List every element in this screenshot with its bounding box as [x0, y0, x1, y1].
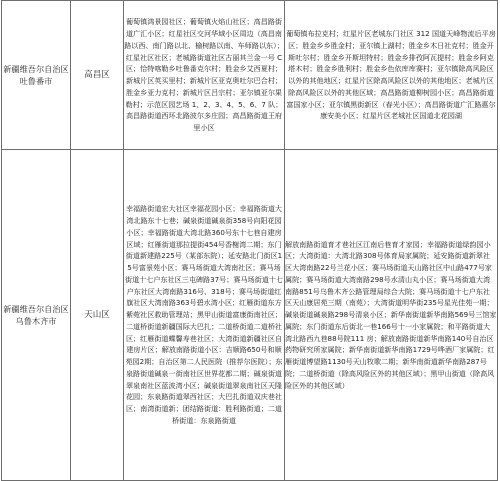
region-cell: 新疆维吾尔自治区吐鲁番市 [2, 1, 71, 150]
table-row [2, 1, 498, 150]
table-row [2, 150, 498, 481]
mid-risk-areas-cell: 葡萄镇布拉克村；红星片区老城东门社区 312 国道天峰物流后平房区；胜金乡乡胜金村；亚尔镇上湖村；胜金乡木日社克村；胜金开斯吐尔村；胜金乡开斯坦特村；胜金乡排孜阿瓦提村；胜金乡阿克塔木村；胜金乡胜利村；胜金乡色依库库赛村；亚尔镇除高风险区以外的其他地区；红星片区除高风险区以外的其他地区；老城片区除高风险区以外的其他区域；高昌路街道柳树园小区；高昌路街道富国家小区；亚尔镇黑街新区（春光小区）；高昌路街道广汇路惠尔康安美小区；红星片区老城社区国道北花园湖 [285, 1, 498, 150]
region-cell: 新疆维吾尔自治区乌鲁木齐市 [2, 150, 71, 481]
high-risk-areas-cell: 葡萄镇鸿景园社区；葡萄镇火焰山社区；高昌路街道广汇小区；红星社区交河华域小区周边（高昌南路以西、南门路以北、榆树路以南、车师路以东）；红星社区社区；老城路街道社区古丽其兰金一号 C区；恰特喀勒乡吐鲁番克尔村；胜金乡艾西夏村；新城片区英买里村；新城片区亚克奥吐尔巴合村；胜金乡亚力克村；新城片区吕宗村；亚尔镇亚尔果勒村；示范区园艺场 1、2、3、4、5、6、7 队；高昌路街道西环北路波尔多庄园；高昌路街道王府里小区 [124, 1, 285, 150]
high-risk-areas-cell: 幸福路街道宏大社区幸福花园小区；幸福路街道大湾北路东十七巷；碱泉街道碱泉街358号向阳花园小区；幸福路街道大湾北路360号东十七巷自建房区域；红雁街道那拉提街454号香榭湾二期；东门街道新建路225号（某部东院）；延安路北门街区15号富景苑小区；赛马场街道大湾南社区；赛马场街道十七户东社区三屯碑路37号；赛马场街道十七户东社区大湾南路316号、318号；赛马场街道红旗社区大湾南路363号碧水湾小区；红雁街道东方紫菀社区救助管理站；黑甲山街道富康街南社区；二道桥街道新疆国际大巴扎；二道桥街道二道桥社区；红雁街道蝶馨寿巷社区；大湾街道新疆社区自建房片区；解放南路街道小区：吉顺路650号和顺苑园2期；自治区第二人民医院（推荐尔医院）；东泉路街道碱泉一街南社区世界花都二期；碱泉街道翠泉南社区蓝波湾小区；碱泉街道翠泉南社区天隆花园；东泉路街道翠西社区；大巴扎街道双庆巷社区；南湾街道新；团结路街道：胜利路街道；二道桥街道：东泉路街道 [124, 150, 285, 481]
mid-risk-areas-cell: 解放南路街道育才巷社区江南后巷育才家园；幸福路街道绿韵园小区；大湾街道：大湾北路308号体育局家属院；延安路街道新翠社区大湾南路22号兰花小区；赛马场街道天山路社区中山路477号家属院；赛马场街道大湾南路298号水清山丸小区；赛马场街道大湾南路851号乌鲁木齐公路管理局综合大院；赛马场街道十七户东社区天山康居苑三期（南苑）；大湾街道明华街235号星光佳苑一期；碱泉街道碱泉路298号清泉小区；新华南街道新华南路569号三馆家属院；东门街道东后街北一巷166号十一小家属院；和平路街道大湾北路西九巷88号院111 房；解放南路街道新华南路140号自治区药物研究所家属院；新华南街道新华南路1729号哗酒厂家属院；红雁街道博望路1130号天山牧歌二期；新华南街道新华南路287号院；二道桥街道（除高风险区外的其他区域）；黑甲山街道（除高风险区外的其他区域） [285, 150, 498, 481]
district-cell: 天山区 [71, 150, 124, 481]
risk-area-table [1, 0, 498, 481]
district-cell: 高昌区 [71, 1, 124, 150]
